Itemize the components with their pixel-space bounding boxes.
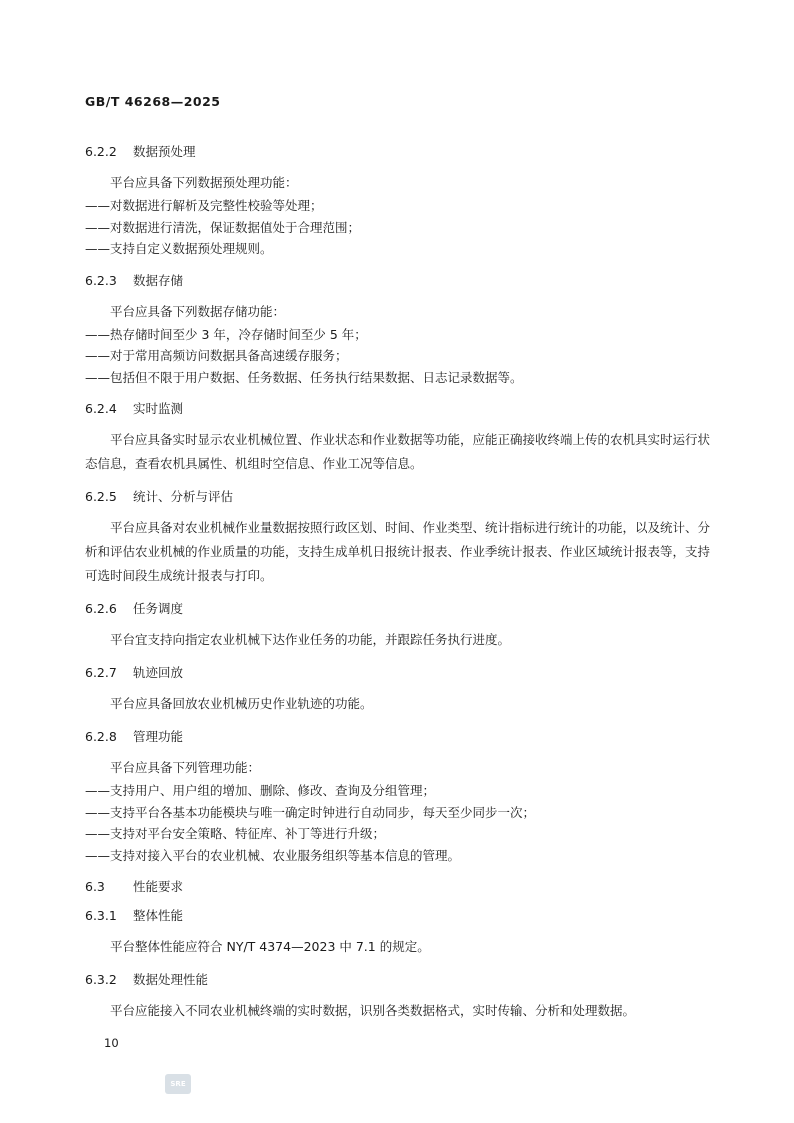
standard-number: GB/T 46268—2025 — [85, 94, 221, 109]
section-heading — [85, 140, 710, 164]
section-6-2-8 — [85, 725, 710, 866]
section-number: 6.2.5 — [85, 489, 117, 504]
list-item: ——对于常用高频访问数据具备高速缓存服务； — [85, 348, 348, 363]
section-paragraph: 平台宜支持向指定农业机械下达作业任务的功能，并跟踪任务执行进度。 — [110, 632, 511, 647]
list-item: ——包括但不限于用户数据、任务数据、任务执行结果数据、日志记录数据等。 — [85, 369, 523, 385]
section-number: 6.2.3 — [85, 272, 117, 288]
section-6-2-7 — [85, 661, 710, 716]
section-intro: 平台应具备下列管理功能： — [110, 760, 261, 775]
section-paragraph: 平台应具备回放农业机械历史作业轨迹的功能。 — [110, 696, 373, 711]
section-number: 6.3 — [85, 879, 105, 894]
section-title: 管理功能 — [132, 729, 183, 744]
section-6-3-2 — [85, 968, 710, 1023]
list-item: ——对数据进行解析及完整性校验等处理； — [85, 198, 323, 213]
list-item: ——支持对接入平台的农业机械、农业服务组织等基本信息的管理。 — [85, 847, 461, 863]
section-6-2-3 — [85, 269, 710, 389]
section-number: 6.2.4 — [85, 401, 117, 416]
standard-header — [85, 94, 221, 109]
section-number: 6.3.1 — [85, 908, 117, 923]
section-number: 6.2.7 — [85, 665, 117, 680]
section-paragraph: 平台应具备对农业机械作业量数据按照行政区划、时间、作业类型、统计指标进行统计的功能，以及统计、分析和评估农业机械的作业质量的功能，支持生成单机日报统计报表、作业季统计报表、作业区域统计报表等，支持可选时间段生成统计报表与打印。 — [85, 520, 711, 583]
section-paragraph: 平台应能接入不同农业机械终端的实时数据，识别各类数据格式，实时传输、分析和处理数据。 — [110, 1003, 636, 1018]
section-6-2-6 — [85, 597, 710, 652]
section-heading — [85, 485, 710, 509]
list-item: ——热存储时间至少 3 年，冷存储时间至少 5 年； — [85, 326, 367, 342]
section-title: 实时监测 — [132, 401, 183, 416]
section-number: 6.3.2 — [85, 972, 117, 987]
section-heading — [85, 904, 710, 928]
section-heading — [85, 397, 710, 421]
section-title: 轨迹回放 — [132, 665, 183, 680]
section-6-2-4 — [85, 397, 710, 476]
document-body — [85, 140, 710, 1032]
section-heading — [85, 875, 710, 899]
section-intro: 平台应具备下列数据预处理功能： — [110, 175, 298, 190]
section-heading — [85, 269, 710, 293]
section-title: 性能要求 — [132, 879, 183, 894]
watermark-logo-icon: SRE — [165, 1074, 191, 1094]
section-title: 统计、分析与评估 — [132, 489, 233, 504]
section-heading — [85, 661, 710, 685]
section-title: 数据存储 — [132, 272, 183, 288]
page-number: 10 — [104, 1036, 119, 1050]
section-6-2-5 — [85, 485, 710, 588]
section-heading — [85, 725, 710, 749]
section-intro: 平台应具备下列数据存储功能： — [110, 303, 286, 319]
section-heading — [85, 968, 710, 992]
section-number: 6.2.8 — [85, 729, 117, 744]
list-item: ——支持平台各基本功能模块与唯一确定时钟进行自动同步，每天至少同步一次； — [85, 804, 536, 820]
section-6-2-2 — [85, 140, 710, 260]
section-title: 整体性能 — [132, 908, 183, 923]
section-heading — [85, 597, 710, 621]
section-paragraph: 平台应具备实时显示农业机械位置、作业状态和作业数据等功能，应能正确接收终端上传的农机具实时运行状态信息，查看农机具属性、机组时空信息、作业工况等信息。 — [85, 432, 711, 471]
section-title: 任务调度 — [132, 601, 183, 616]
section-title: 数据预处理 — [132, 144, 196, 159]
section-number: 6.2.2 — [85, 144, 117, 159]
section-number: 6.2.6 — [85, 601, 117, 616]
list-item: ——支持用户、用户组的增加、删除、修改、查询及分组管理； — [85, 783, 436, 798]
list-item: ——支持自定义数据预处理规则。 — [85, 241, 273, 256]
section-6-3-1 — [85, 904, 710, 959]
section-6-3 — [85, 875, 710, 899]
section-title: 数据处理性能 — [132, 972, 208, 987]
list-item: ——对数据进行清洗，保证数据值处于合理范围； — [85, 219, 361, 235]
section-paragraph: 平台整体性能应符合 NY/T 4374—2023 中 7.1 的规定。 — [110, 939, 430, 954]
list-item: ——支持对平台安全策略、特征库、补丁等进行升级； — [85, 826, 386, 841]
